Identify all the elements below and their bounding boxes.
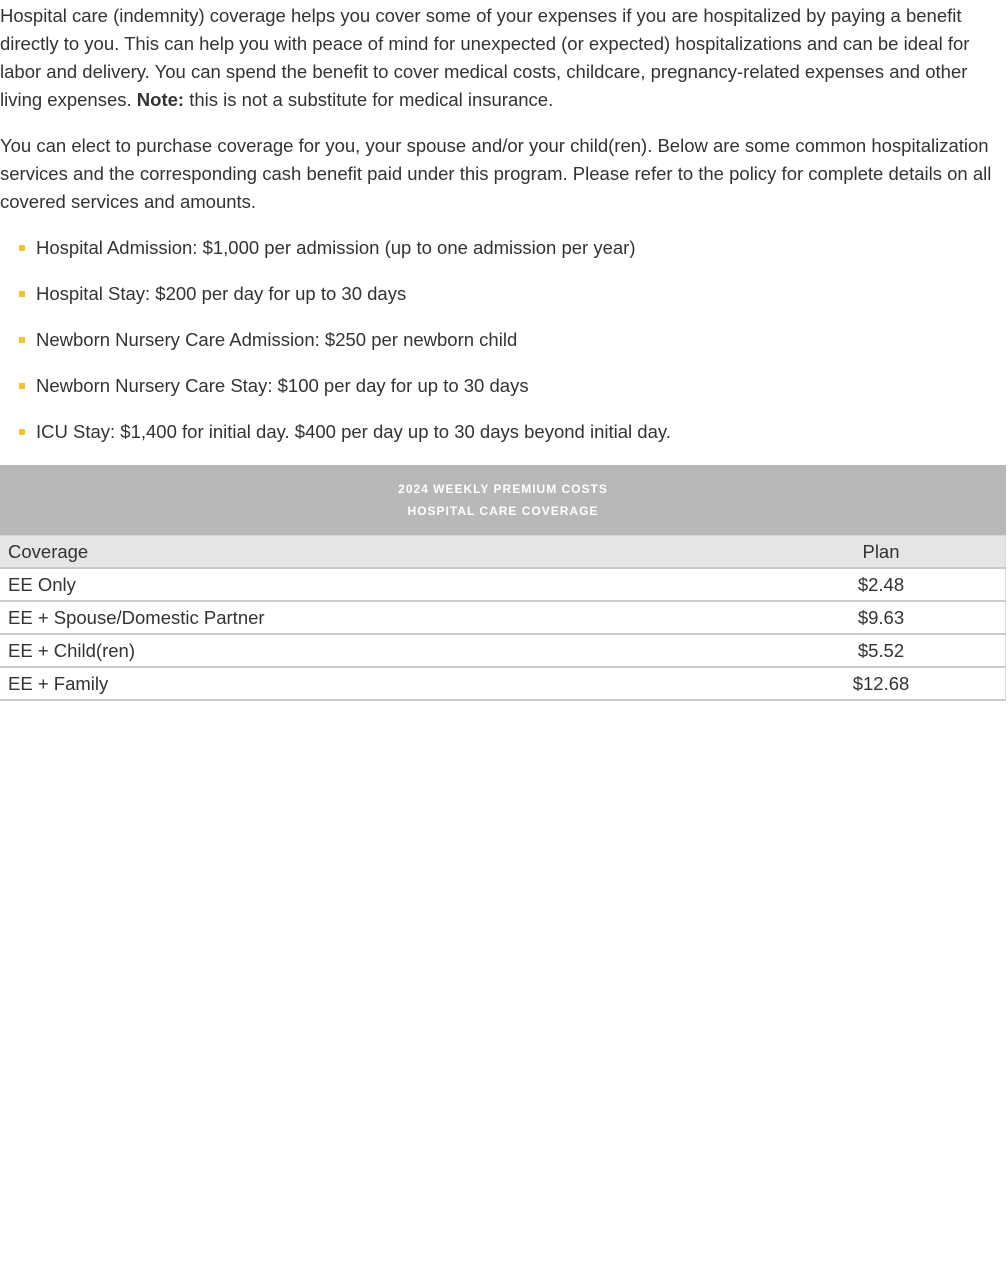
benefit-item	[0, 326, 1006, 354]
square-bullet-icon	[19, 429, 25, 435]
table-header-row	[0, 536, 1006, 569]
premium-table-banner	[0, 465, 1006, 535]
note-label: Note:	[136, 89, 185, 110]
square-bullet-icon	[19, 291, 25, 297]
premium-table	[0, 535, 1006, 701]
table-row	[0, 634, 1006, 667]
benefit-text: Hospital Admission: $1,000 per admission (up to one admission per year)	[36, 237, 636, 258]
square-bullet-icon	[19, 337, 25, 343]
plan-cell: $5.52	[773, 634, 1006, 667]
plan-cell: $2.48	[773, 568, 1006, 601]
column-header-coverage: Coverage	[0, 536, 773, 569]
table-row	[0, 667, 1006, 700]
premium-table-title: 2024 WEEKLY PREMIUM COSTS	[398, 482, 608, 496]
square-bullet-icon	[19, 245, 25, 251]
benefit-text: ICU Stay: $1,400 for initial day. $400 per day up to 30 days beyond initial day.	[36, 421, 671, 442]
benefit-text: Newborn Nursery Care Admission: $250 per newborn child	[36, 329, 518, 350]
benefit-text: Newborn Nursery Care Stay: $100 per day for up to 30 days	[36, 375, 529, 396]
intro-paragraph-2: You can elect to purchase coverage for you, your spouse and/or your child(ren). Below are some common hospitalization services and the corresponding cash benefit paid under this program. Please refer to the policy for complete details on all covered services and amounts.	[0, 135, 992, 212]
table-row	[0, 568, 1006, 601]
premium-table-subtitle: HOSPITAL CARE COVERAGE	[407, 504, 599, 518]
benefit-item	[0, 234, 1006, 262]
benefit-text: Hospital Stay: $200 per day for up to 30 days	[36, 283, 407, 304]
benefits-list	[0, 234, 1006, 446]
intro-paragraph-1-text: Hospital care (indemnity) coverage helps you cover some of your expenses if you are hospitalized by paying a benefit directly to you. This can help you with peace of mind for unexpected (or expected) hospitalizations and can be ideal for labor and delivery. You can spend the benefit to cover medical costs, childcare, pregnancy-related expenses and other living expenses.	[0, 5, 970, 110]
column-header-plan: Plan	[773, 536, 1006, 569]
benefit-item	[0, 372, 1006, 400]
premium-table-section	[0, 465, 1006, 701]
table-row	[0, 601, 1006, 634]
benefit-item	[0, 418, 1006, 446]
coverage-cell: EE + Child(ren)	[0, 634, 773, 667]
intro-paragraph-1	[0, 2, 1006, 114]
coverage-cell: EE + Spouse/Domestic Partner	[0, 601, 773, 634]
coverage-cell: EE Only	[0, 568, 773, 601]
main-content	[0, 2, 1006, 464]
benefit-item	[0, 280, 1006, 308]
coverage-cell: EE + Family	[0, 667, 773, 700]
note-text: this is not a substitute for medical insurance.	[189, 89, 554, 110]
square-bullet-icon	[19, 383, 25, 389]
plan-cell: $9.63	[773, 601, 1006, 634]
plan-cell: $12.68	[773, 667, 1006, 700]
